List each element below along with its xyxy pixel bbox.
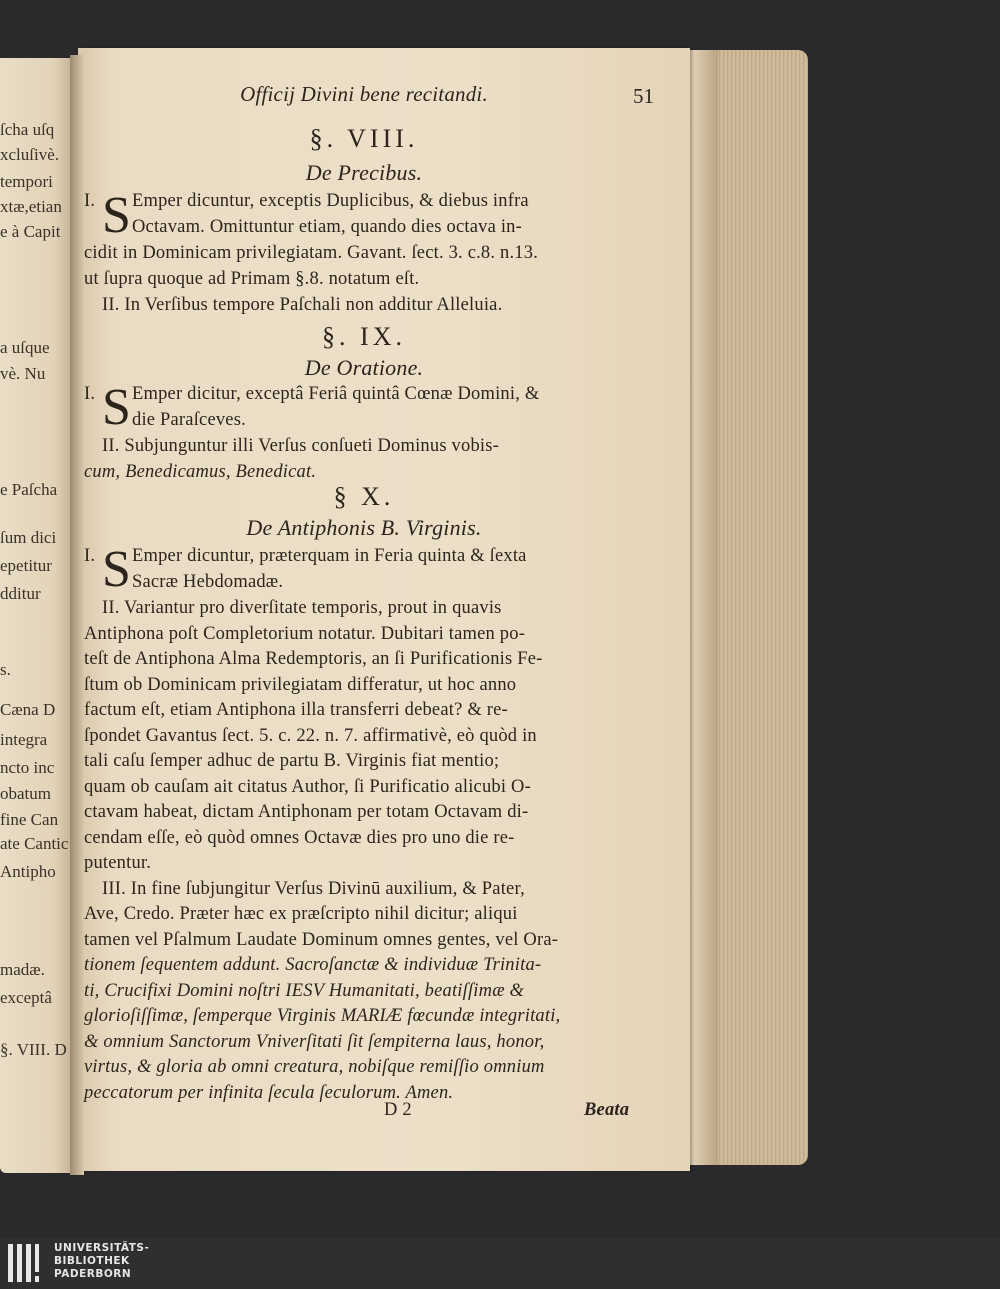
page-edges bbox=[688, 50, 808, 1165]
book-gutter bbox=[70, 55, 84, 1175]
text-line: glorioſiſſimæ, ſemperque Virginis MARIÆ fœcundæ integritati, bbox=[84, 1006, 561, 1026]
text-line: III. In fine ſubjungitur Verſus Divinū auxilium, & Pater, bbox=[102, 878, 525, 899]
text-line: ut ſupra quoque ad Primam §.8. notatum eſt. bbox=[84, 269, 420, 289]
text-line: & omnium Sanctorum Vniverſitati ſit ſempiterna laus, honor, bbox=[84, 1031, 545, 1052]
left-page-fragment: vè. Nu bbox=[0, 364, 46, 383]
text-line: ti, Crucifixi Domini noſtri IESV Humanitati, beatiſſimæ & bbox=[84, 980, 525, 1001]
drop-cap: S bbox=[102, 541, 131, 598]
left-page-fragment: ſcha uſq bbox=[0, 120, 55, 139]
text-line: tali caſu ſemper adhuc de partu B. Virginis fiat mentio; bbox=[84, 751, 500, 771]
section-heading-10: § X. bbox=[333, 482, 395, 511]
left-page-fragment: obatum bbox=[0, 784, 51, 803]
paragraph-number: I. bbox=[84, 384, 96, 404]
left-page bbox=[0, 58, 78, 1173]
left-page-fragment: Cæna D bbox=[0, 700, 56, 719]
library-footer bbox=[0, 1238, 1000, 1289]
left-page-fragment: epetitur bbox=[0, 556, 52, 575]
text-line: ſtum ob Dominicam privilegiatam differatur, ut hoc anno bbox=[84, 674, 517, 695]
text-line: ctavam habeat, dictam Antiphonam per totam Octavam di- bbox=[84, 802, 529, 822]
page-number: 51 bbox=[633, 84, 654, 108]
left-page-fragment: e Paſcha bbox=[0, 480, 58, 499]
left-page-fragment: tempori bbox=[0, 172, 53, 191]
paragraph-number: I. bbox=[84, 546, 96, 566]
text-line: cendam eſſe, eò quòd omnes Octavæ dies pro uno die re- bbox=[84, 827, 515, 848]
library-logo-text: UNIVERSITÄTS- BIBLIOTHEK PADERBORN bbox=[54, 1242, 150, 1280]
text-line: Emper dicuntur, præterquam in Feria quinta & ſexta bbox=[132, 546, 527, 566]
drop-cap: S bbox=[102, 379, 131, 436]
signature-mark: D 2 bbox=[384, 1100, 412, 1120]
text-line: cidit in Dominicam privilegiatam. Gavant. ſect. 3. c.8. n.13. bbox=[84, 243, 539, 263]
text-line: Sacræ Hebdomadæ. bbox=[132, 572, 284, 592]
left-page-fragment: fine Can bbox=[0, 810, 59, 829]
text-line: peccatorum per infinita ſecula ſeculorum. Amen. bbox=[84, 1082, 454, 1103]
text-line: Antiphona poſt Completorium notatur. Dubitari tamen po- bbox=[84, 623, 526, 644]
section-heading-8: §. VIII. bbox=[309, 124, 419, 153]
left-page-fragment: e à Capit bbox=[0, 222, 61, 241]
text-line: Emper dicitur, exceptâ Feriâ quintâ Cœnæ Domini, & bbox=[132, 384, 540, 404]
text-line: II. Variantur pro diverſitate temporis, prout in quavis bbox=[102, 598, 502, 618]
text-line: Ave, Credo. Præter hæc ex præſcripto nihil dicitur; aliqui bbox=[84, 904, 518, 924]
library-logo-icon bbox=[8, 1244, 46, 1282]
left-page-fragment: xtæ,etian bbox=[0, 197, 62, 216]
left-page-fragment: madæ. bbox=[0, 960, 45, 979]
text-line: ſpondet Gavantus ſect. 5. c. 22. n. 7. affirmativè, eò quòd in bbox=[84, 725, 537, 746]
left-page-fragment: dditur bbox=[0, 584, 41, 603]
text-line: putentur. bbox=[84, 853, 152, 873]
text-line: cum, Benedicamus, Benedicat. bbox=[84, 462, 317, 482]
left-page-fragment: ate Cantic bbox=[0, 834, 69, 853]
text-line: die Paraſceves. bbox=[132, 410, 246, 430]
left-page-fragment: ncto inc bbox=[0, 758, 55, 777]
left-page-fragment: ſum dici bbox=[0, 528, 57, 547]
section-subheading-10: De Antiphonis B. Virginis. bbox=[246, 515, 482, 540]
text-line: tionem ſequentem addunt. Sacroſanctæ & individuæ Trinita- bbox=[84, 955, 542, 975]
left-page-fragment: exceptâ bbox=[0, 988, 52, 1007]
paragraph-number: I. bbox=[84, 191, 96, 211]
text-line: Octavam. Omittuntur etiam, quando dies octava in- bbox=[132, 217, 522, 237]
catchword: Beata bbox=[584, 1100, 630, 1120]
text-line: II. In Verſibus tempore Paſchali non additur Alleluia. bbox=[102, 295, 503, 315]
running-head bbox=[84, 82, 644, 107]
left-page-fragment: a uſque bbox=[0, 338, 50, 357]
section-subheading-9: De Oratione. bbox=[304, 355, 424, 380]
section-heading-9: §. IX. bbox=[322, 322, 406, 351]
left-page-fragment: xcluſivè. bbox=[0, 145, 60, 164]
text-line: II. Subjunguntur illi Verſus conſueti Dominus vobis- bbox=[102, 436, 500, 456]
left-page-fragment: §. VIII. D bbox=[0, 1040, 67, 1059]
left-page-fragment: integra bbox=[0, 730, 48, 749]
text-line: virtus, & gloria ab omni creatura, nobiſque remiſſio omnium bbox=[84, 1057, 545, 1077]
text-line: Emper dicuntur, exceptis Duplicibus, & diebus infra bbox=[132, 191, 529, 211]
running-head-title: Officij Divini bene recitandi. bbox=[240, 82, 488, 106]
left-page-fragment: s. bbox=[0, 660, 11, 679]
text-line: quam ob cauſam ait citatus Author, ſi Purificatio alicubi O- bbox=[84, 776, 531, 797]
text-line: teſt de Antiphona Alma Redemptoris, an ſi Purificationis Fe- bbox=[84, 649, 543, 669]
section-subheading-8: De Precibus. bbox=[305, 160, 423, 185]
drop-cap: S bbox=[102, 187, 131, 244]
left-page-fragment: Antipho bbox=[0, 862, 56, 881]
text-line: factum eſt, etiam Antiphona illa transferri debeat? & re- bbox=[84, 700, 508, 720]
text-line: tamen vel Pſalmum Laudate Dominum omnes gentes, vel Ora- bbox=[84, 929, 559, 950]
